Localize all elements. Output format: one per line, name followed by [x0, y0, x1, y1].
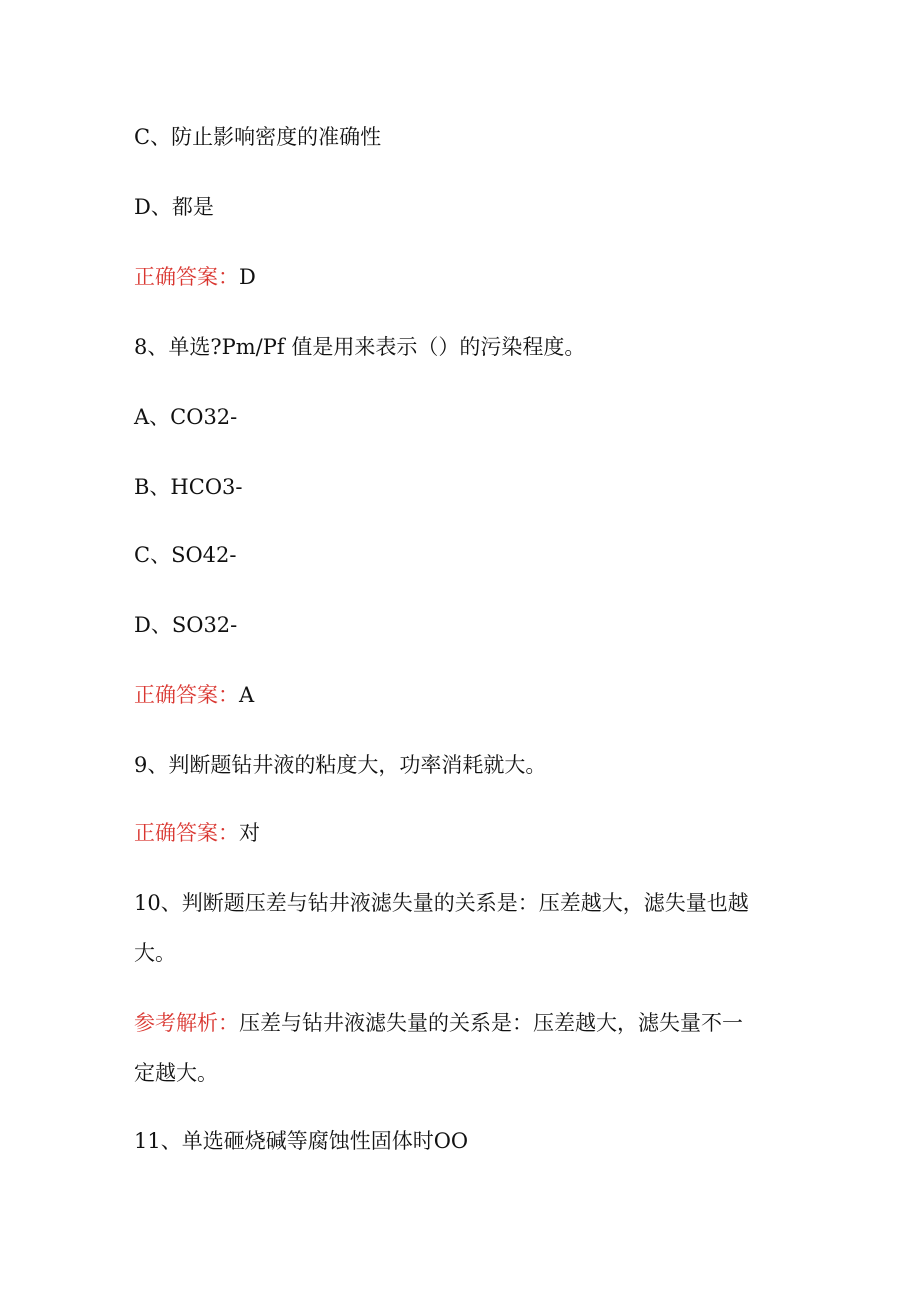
question-8-line: 8、单选?Pm/Pf 值是用来表示（）的污染程度。	[134, 335, 586, 359]
option-a-line: A、CO32-	[134, 405, 238, 429]
explanation-line-continued: 定越大。	[134, 1061, 218, 1085]
option-d-line: D、SO32-	[134, 613, 238, 637]
answer-value: D	[239, 265, 256, 289]
explanation-line	[134, 1009, 784, 1037]
question-10-line: 10、判断题压差与钻井液滤失量的关系是：压差越大，滤失量也越	[134, 891, 749, 915]
answer-label: 正确答案：	[134, 265, 239, 289]
answer-label: 正确答案：	[134, 683, 239, 707]
option-c-line: C、防止影响密度的准确性	[134, 125, 382, 149]
explanation-text: 压差与钻井液滤失量的关系是：压差越大，滤失量不一	[239, 1011, 743, 1035]
explanation-label: 参考解析：	[134, 1011, 239, 1035]
option-b-line: B、HCO3-	[134, 475, 243, 499]
option-d-line: D、都是	[134, 195, 214, 219]
answer-value: A	[239, 683, 255, 707]
option-c-line: C、SO42-	[134, 543, 237, 567]
answer-line	[134, 681, 784, 709]
question-10-line-continued: 大。	[134, 941, 176, 965]
answer-label: 正确答案：	[134, 821, 239, 845]
question-11-line: 11、单选砸烧碱等腐蚀性固体时OO	[134, 1129, 469, 1153]
question-9-line: 9、判断题钻井液的粘度大，功率消耗就大。	[134, 753, 547, 777]
answer-line	[134, 819, 784, 847]
answer-value: 对	[239, 821, 260, 845]
answer-line	[134, 263, 784, 291]
